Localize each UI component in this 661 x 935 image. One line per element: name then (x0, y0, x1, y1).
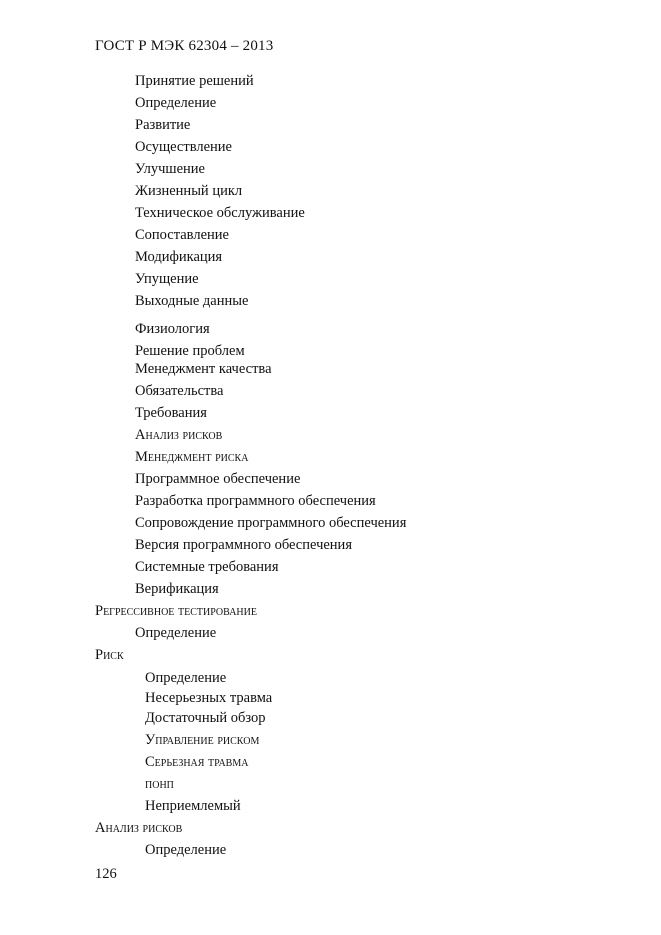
index-entry: Анализ рисков (135, 427, 223, 443)
index-entry: Системные требования (135, 559, 279, 575)
index-entry: Выходные данные (135, 293, 249, 309)
index-entry: Техническое обслуживание (135, 205, 305, 221)
index-entry: Модификация (135, 249, 223, 265)
index-entry: Упущение (135, 271, 199, 287)
index-entry: Определение (135, 95, 217, 111)
index-entry: Риск (95, 647, 124, 663)
index-entry: Достаточный обзор (145, 710, 266, 726)
page-number: 126 (95, 866, 117, 882)
index-entry: Определение (145, 842, 227, 858)
index-entry: Требования (135, 405, 207, 421)
index-entry: Развитие (135, 117, 191, 133)
index-entry: Серьезная травма (145, 754, 249, 770)
index-entry: Верификация (135, 581, 219, 597)
index-entry: Управление риском (145, 732, 260, 748)
index-entry: Неприемлемый (145, 798, 241, 814)
index-entry: Определение (145, 670, 227, 686)
index-entry: Версия программного обеспечения (135, 537, 352, 553)
index-entry: Программное обеспечение (135, 471, 301, 487)
index-entry: Решение проблем (135, 343, 245, 359)
index-entry: Разработка программного обеспечения (135, 493, 376, 509)
index-entry: понп (145, 776, 174, 792)
index-entry: Менеджмент качества (135, 361, 272, 377)
index-entry: Жизненный цикл (135, 183, 243, 199)
index-entry: Менеджмент риска (135, 449, 249, 465)
index-entry: Регрессивное тестирование (95, 603, 257, 619)
index-entry: Обязательства (135, 383, 224, 399)
index-entry: Физиология (135, 321, 210, 337)
index-entry: Сопоставление (135, 227, 229, 243)
index-entry: Улучшение (135, 161, 205, 177)
index-entry: Осуществление (135, 139, 232, 155)
index-entry: Несерьезных травма (145, 690, 273, 706)
document-header: ГОСТ Р МЭК 62304 – 2013 (95, 38, 274, 54)
index-entry: Анализ рисков (95, 820, 183, 836)
index-entry: Определение (135, 625, 217, 641)
index-entry: Сопровождение программного обеспечения (135, 515, 407, 531)
index-entry: Принятие решений (135, 73, 254, 89)
